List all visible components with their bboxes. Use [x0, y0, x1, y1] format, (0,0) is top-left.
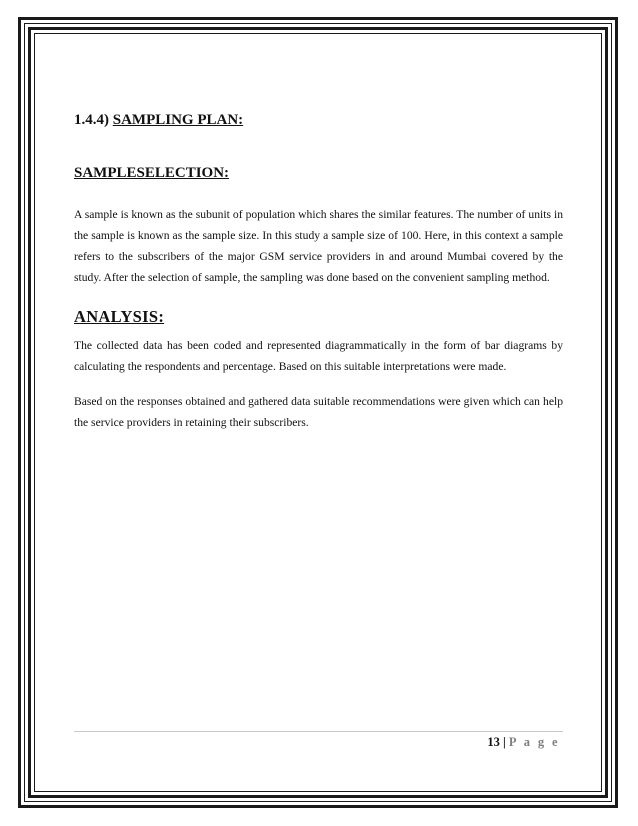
analysis-paragraph-2: Based on the responses obtained and gathered data suitable recommendations were given which can help the service providers in retaining their subscribers. — [74, 395, 563, 429]
footer-separator: | — [502, 735, 506, 749]
analysis-paragraph-1: The collected data has been coded and represented diagrammatically in the form of bar diagrams by calculating the respondents and percentage. Based on this suitable interpretations were made. — [74, 339, 563, 373]
page-content — [74, 110, 563, 433]
page-word: P a g e — [508, 735, 560, 749]
analysis-heading: ANALYSIS: — [74, 307, 165, 326]
page-number: 13 — [487, 735, 500, 749]
section-heading — [74, 110, 563, 130]
footer-divider — [74, 731, 563, 732]
sample-selection-paragraph: A sample is known as the subunit of population which shares the similar features. The number of units in the sample is known as the sample size. In this study a sample size of 100. Here, in this context a sample refers to the subscribers of the major GSM service providers in and around Mumbai covered by the study. After the selection of sample, the sampling was done based on the convenient sampling method. — [74, 208, 563, 284]
section-number: 1.4.4) — [74, 112, 109, 128]
sample-selection-heading: SAMPLESELECTION: — [74, 165, 230, 181]
page-footer — [487, 733, 560, 751]
section-title: SAMPLING PLAN: — [112, 112, 244, 128]
